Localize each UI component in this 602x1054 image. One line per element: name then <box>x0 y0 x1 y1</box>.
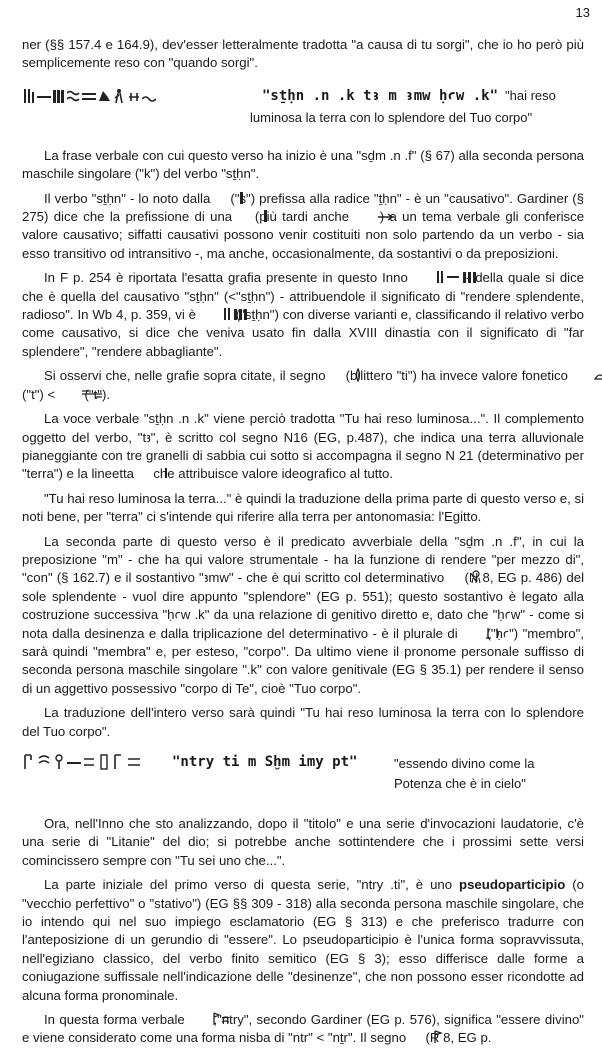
door-bolt-icon <box>238 209 250 223</box>
verse-transliteration: "ntry ti m Sḫm imy pt" <box>172 754 358 770</box>
paragraph: La traduzione dell'intero verso sarà quindi "Tu hai reso luminosa la terra con lo splendore del Tuo corpo". <box>22 705 584 739</box>
door-bolt-icon <box>214 191 226 205</box>
hieroglyph-icon <box>142 87 156 105</box>
hieroglyph-icon <box>52 753 66 771</box>
hieroglyph-icon <box>52 87 66 105</box>
hieroglyph-group-icon <box>413 270 461 284</box>
hieroglyph-icon <box>127 753 141 771</box>
hieroglyph-row <box>22 753 141 771</box>
verse-gloss-line-2: luminosa la terra con lo splendore del Tuo corpo" <box>250 109 533 125</box>
sun-rays-icon <box>448 570 460 584</box>
folded-cloth-icon <box>354 209 374 223</box>
flag-icon <box>189 1012 209 1026</box>
stroke-icon <box>138 466 150 480</box>
hieroglyph-group-icon <box>200 307 232 321</box>
verse-2 <box>22 747 584 805</box>
limb-icon <box>462 626 482 640</box>
hieroglyph-row <box>22 87 156 105</box>
hieroglyph-icon <box>37 753 51 771</box>
hieroglyph-icon <box>82 753 96 771</box>
hieroglyph-icon <box>22 87 36 105</box>
bread-loaf-icon <box>572 368 584 382</box>
hieroglyph-icon <box>112 753 126 771</box>
paragraph: Ora, nell'Inno che sto analizzando, dopo il "titolo" e una serie d'invocazioni laudatorie, c'è una serie di "Litanie" del dio; si potrebbe anche sottintendere che i prossimi sette versi comincissero sempre con "Tu sei uno che...". <box>22 816 584 868</box>
hieroglyph-icon <box>112 87 126 105</box>
hieroglyph-icon <box>37 87 51 105</box>
hieroglyph-icon <box>97 87 111 105</box>
hieroglyph-icon <box>97 753 111 771</box>
flag-icon <box>410 1030 422 1044</box>
hieroglyph-icon <box>82 87 96 105</box>
paragraph: "Tu hai reso luminosa la terra..." è quindi la traduzione della prima parte di questo verso e, si noti bene, per "terra" ci s'intende qui riferire alla terra per antonomasia: l'Egitto. <box>22 490 584 525</box>
pestle-icon <box>330 368 342 382</box>
paragraph: Il verbo "sṯḥn" - lo noto dalla ("s") prefissa alla radice "ṯḥn" - è un "causativo". Gardiner (§ 275) dice che la prefissione di una (più tardi anche ) a un tema verbale gli conferisce valore causativo; siffatti causativi possono venir costituiti non solo partendo da un verbo - sia esso transitivo od intransitivo -, ma anche, occasionalmente, da sostantivi o da preposizioni. <box>22 190 585 261</box>
paragraph: In questa forma verbale ,"ntry", secondo Gardiner (EG p. 576), significa "essere divino" e viene considerato come una forma nisba di "ntr" < "nṯr". Il segno (R 8, EG p. <box>22 1012 584 1046</box>
hieroglyph-icon <box>67 87 81 105</box>
paragraph: La voce verbale "sṯḥn .n .k" viene perciò tradotta "Tu hai reso luminosa...". Il complemento oggetto del verbo, "tꜣ", è scritto col segno N16 (EG, p.487), che indica una terra alluvionale pianeggiante con tre granelli di sabbia cui sotto si accompagna il segno N 21 (determinativo per "terra") e la lineetta che attribuisce valore ideografico al tutto. <box>22 411 584 482</box>
paragraph: La frase verbale con cui questo verso ha inizio è una "sḏm .n .f" (§ 67) alla seconda persona maschile singolare ("k") del verbo "sṯḥn". <box>22 147 584 182</box>
verse-1 <box>22 79 584 137</box>
verse-gloss-line-1: "hai reso <box>505 87 556 103</box>
document-body <box>22 36 584 1054</box>
paragraph: In F p. 254 è riportata l'esatta grafia presente in questo Inno - della quale si dice che è quella del causativo "sṯḥn" (<"sṯḥn") - attribuendole il significato di "rendere splendente, radioso". In Wb 4, p. 359, vi è ("sṯḥn") con diverse varianti e, classificando il relativo verbo come causativo, si dice che veniva usato fin dalla XVIII dinastia con il significato di "far splendere", "rendere abbagliante". <box>22 270 585 359</box>
paragraph: La seconda parte di questo verso è il predicato avverbiale della "sḏm .n .f", in cui la preposizione "m" - che ha qui valore strumentale - ha la funzione di rendere "per mezzo di", "con" (§ 162.7) e il sostantivo "ꜣmw" - che è qui scritto col determinativo (N 8, EG p. 486) del sole splendente - vuol dire appunto "splendore" (EG p. 551); questo sostantivo è legato alla costruzione successiva "ḥꜥw .k" da una relazione di genitivo diretto e, dato che "ḥꜥw" - come si nota dalla desinenza e dalla triplicazione del determinativo - è il plurale di ("ḥꜥ") "membro", sarà quindi "membra" e, per esteso, "corpo". Da ultimo viene il pronome personale suffisso di seconda persona maschile singolare ".k" con valore genitivale (EG § 35.1) per rendere il senso di un aggettivo possessivo "corpo di Te", cioè "Tuo corpo". <box>22 533 585 696</box>
hieroglyph-icon <box>22 753 36 771</box>
paragraph: Si osservi che, nelle grafie sopra citate, il segno (bilittero "ti") ha invece valore fonetico ("t") < ("t"). <box>22 367 584 404</box>
verse-gloss-line-2: Potenza che è in cielo" <box>394 776 526 791</box>
hieroglyph-icon <box>67 753 81 771</box>
tethering-rope-icon <box>59 387 81 401</box>
verse-transliteration: "sṯḥn .n .k tꜣ m ꜣmw ḥꜥw .k" <box>262 87 499 104</box>
paragraph: ner (§§ 157.4 e 164.9), dev'esser letteralmente tradotta "a causa di tu sorgi", che io ho però più semplicemente reso con "quando sorgi". <box>22 37 584 71</box>
verse-gloss-line-1: "essendo divino come la <box>394 756 535 771</box>
paragraph: La parte iniziale del primo verso di questa serie, "ntry .ti", è uno pseudoparticipio (o "vecchio perfettivo" o "stativo") (EG §§ 309 - 318) alla seconda persona maschile singolare, che io intendo qui nel suo impiego esclamatorio (EG § 313) e che preferisco tradurre con l'anteposizione di un gerundio di "essere". Lo pseudoparticipio è l'unica forma sopravvissuta, nell'egiziano classico, del verbo finito semitico (EG § 3); esso differisce dalle forme a coniugazione suffissale nell'indicazione delle "desinenze", che non possono esser ricondotte ad alcuna forma pronominale. <box>22 877 584 1003</box>
hieroglyph-icon <box>127 87 141 105</box>
page-number: 13 <box>575 5 590 20</box>
